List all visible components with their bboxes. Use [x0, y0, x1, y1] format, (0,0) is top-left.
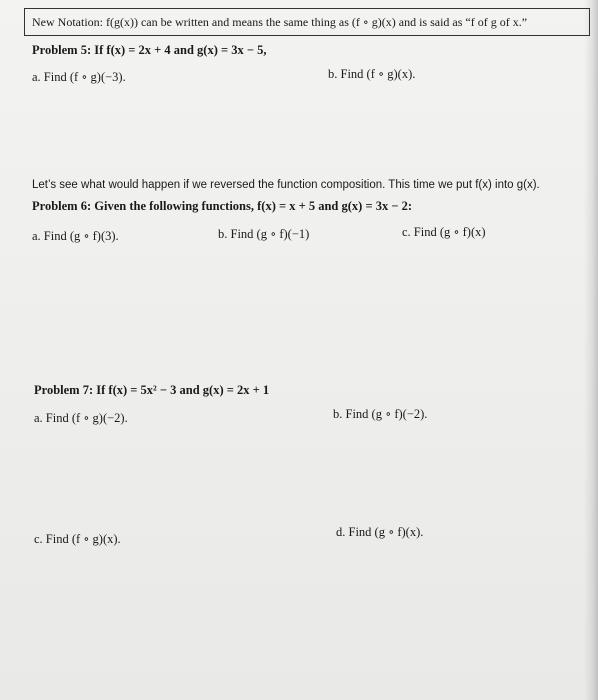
problem6-heading: Problem 6: Given the following functions, f(x) = x + 5 and g(x) = 3x − 2:: [32, 199, 412, 213]
problem7-heading: Problem 7: If f(x) = 5x² − 3 and g(x) = 2x + 1: [34, 383, 270, 397]
problem7-part-c: c. Find (f ∘ g)(x).: [34, 532, 121, 546]
problem7-part-d: d. Find (g ∘ f)(x).: [336, 525, 424, 539]
page-edge-shadow: [584, 0, 598, 700]
problem6-part-c: c. Find (g ∘ f)(x): [402, 225, 486, 239]
problem5-part-b: b. Find (f ∘ g)(x).: [328, 67, 416, 81]
problem6-part-a: a. Find (g ∘ f)(3).: [32, 229, 119, 243]
problem7-part-b: b. Find (g ∘ f)(−2).: [333, 407, 428, 421]
problem6-part-b: b. Find (g ∘ f)(−1): [218, 227, 310, 241]
problem7-part-a: a. Find (f ∘ g)(−2).: [34, 411, 128, 425]
problem5-part-a: a. Find (f ∘ g)(−3).: [32, 70, 126, 84]
problem5-heading: Problem 5: If f(x) = 2x + 4 and g(x) = 3x − 5,: [32, 43, 267, 57]
notation-text: New Notation: f(g(x)) can be written and means the same thing as (f ∘ g)(x) and is said as “f of g of x.”: [32, 15, 528, 29]
problem6-intro: Let’s see what would happen if we reversed the function composition. This time we put f(x) into g(x).: [32, 179, 540, 191]
